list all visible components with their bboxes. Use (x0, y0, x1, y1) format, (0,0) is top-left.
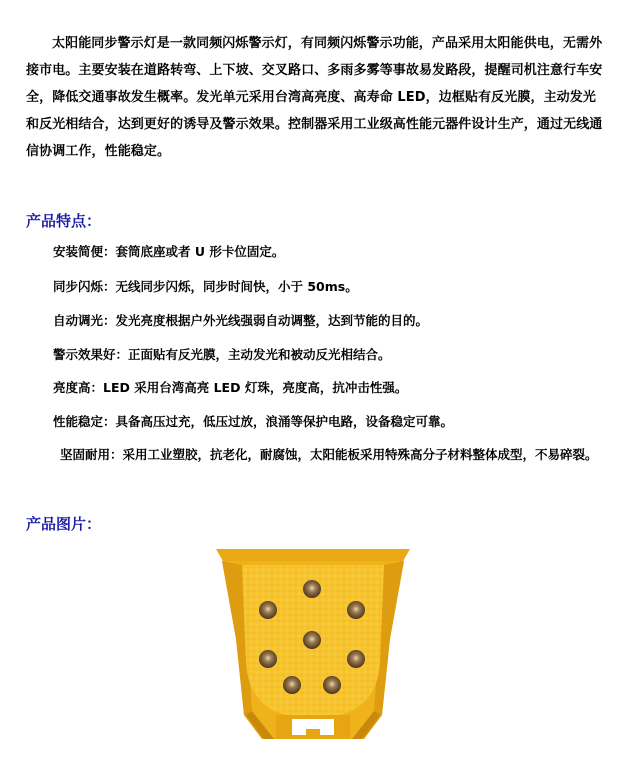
intro-paragraph: 太阳能同步警示灯是一款同频闪烁警示灯，有同频闪烁警示功能，产品采用太阳能供电，无需外接市电。主要安装在道路转弯、上下坡、交叉路口、多雨多雾等事故易发路段，提醒司机注意行车安全，降低交通事故发生概率。发光单元采用台湾高亮度、高寿命 LED，边框贴有反光膜，主动发光和反光相结合，达到更好的诱导及警示效果。控制器采用工业级高性能元器件设计生产，通过无线通信协调工作，性能稳定。 (26, 36, 603, 159)
led-icon (347, 601, 365, 619)
led-icon (259, 650, 277, 668)
product-photo (212, 543, 414, 746)
led-icon (303, 631, 321, 649)
led-icon (323, 676, 341, 694)
feature-item: 性能稳定：具备高压过充，低压过放，浪涌等保护电路，设备稳定可靠。 (53, 414, 454, 429)
features-heading: 产品特点： (26, 212, 102, 230)
led-icon (259, 601, 277, 619)
housing-top-rim (216, 549, 410, 563)
feature-item: 亮度高：LED 采用台湾高亮 LED 灯珠，亮度高，抗冲击性强。 (53, 380, 408, 395)
feature-item: 同步闪烁：无线同步闪烁，同步时间快，小于 50ms。 (53, 279, 358, 294)
led-icon (303, 580, 321, 598)
feature-item: 警示效果好：正面贴有反光膜，主动发光和被动反光相结合。 (53, 347, 391, 362)
led-icon (347, 650, 365, 668)
feature-item: 自动调光：发光亮度根据户外光线强弱自动调整，达到节能的目的。 (53, 313, 429, 328)
solar-warning-light-illustration (212, 543, 414, 746)
feature-item: 坚固耐用：采用工业塑胶，抗老化，耐腐蚀，太阳能板采用特殊高分子材料整体成型，不易碎裂。 (60, 447, 598, 462)
product-images-heading: 产品图片： (26, 515, 102, 533)
feature-item: 安装简便：套筒底座或者 U 形卡位固定。 (53, 244, 285, 259)
led-icon (283, 676, 301, 694)
